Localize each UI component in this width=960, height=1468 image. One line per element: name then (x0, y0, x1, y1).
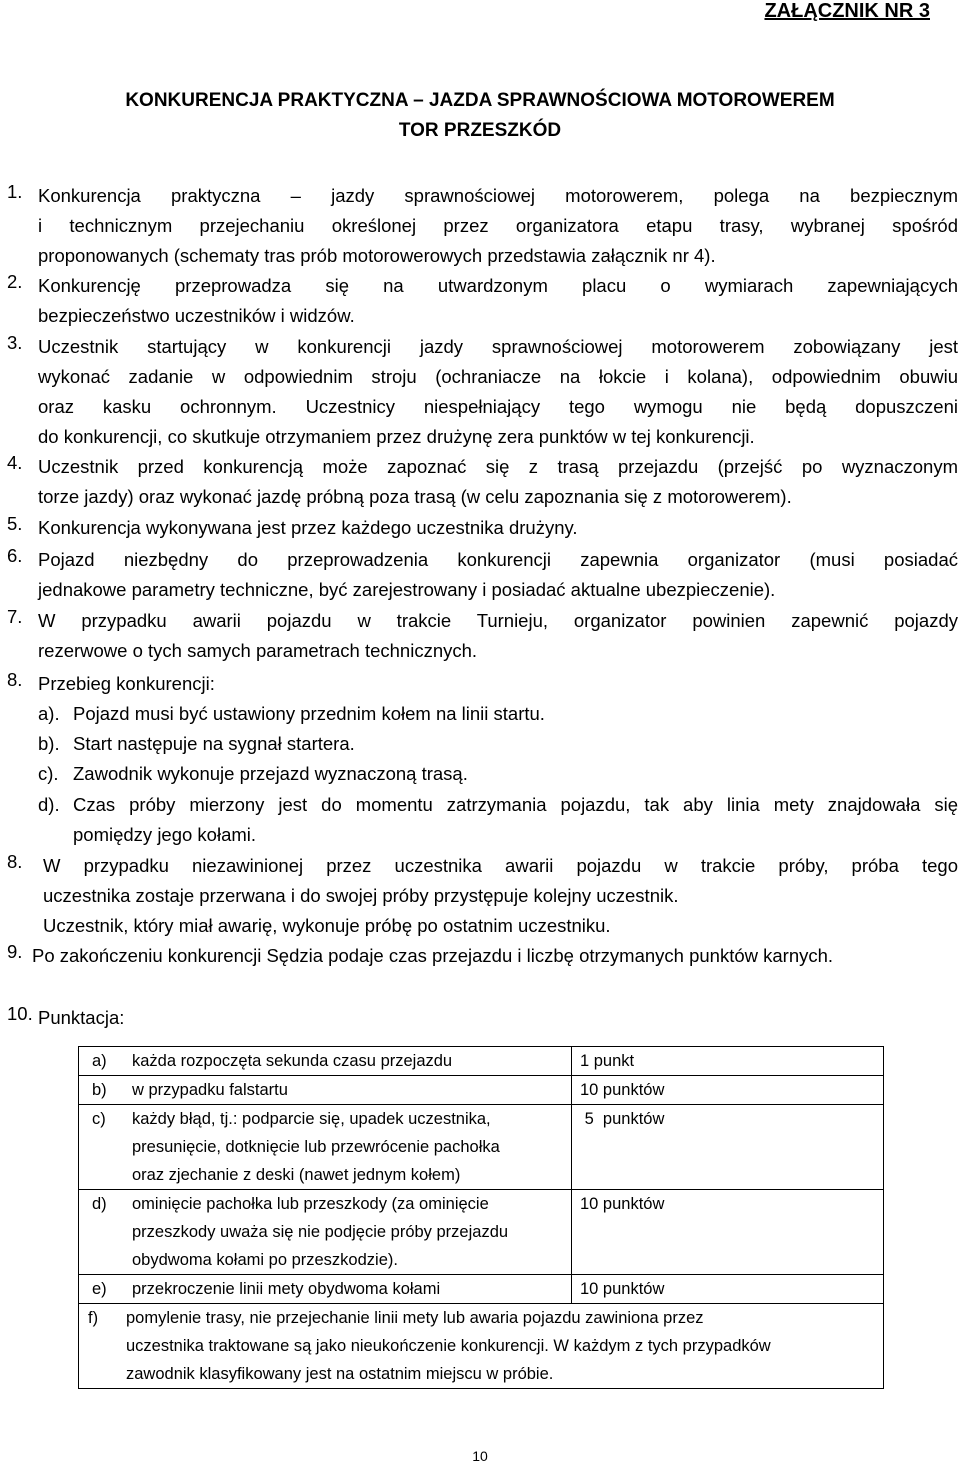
item-number: 10. (7, 1003, 33, 1024)
table-row (79, 1190, 884, 1275)
sub-item-text: Pojazd musi być ustawiony przednim kołem na linii startu. (73, 703, 545, 724)
row-text: uczestnika traktowane są jako nieukończenie konkurencji. W każdym z tych przypadków (126, 1337, 771, 1355)
table-cell-description (79, 1047, 572, 1076)
item-text-line: do konkurencji, co skutkuje otrzymaniem przez drużynę zera punktów w tej konkurencji. (38, 426, 755, 447)
table-cell-points: 1 punkt (572, 1047, 884, 1076)
item-text-line: Konkurencja praktyczna – jazdy sprawnościowej motorowerem, polega na bezpiecznym (38, 185, 958, 206)
table-cell-points: 5 punktów (572, 1105, 884, 1190)
item-text-line: Konkurencja wykonywana jest przez każdego uczestnika drużyny. (38, 517, 578, 538)
table-cell-description (79, 1105, 572, 1190)
row-text: w przypadku falstartu (132, 1081, 288, 1099)
item-text-line: Punktacja: (38, 1007, 125, 1028)
item-text-line: bezpieczeństwo uczestników i widzów. (38, 305, 355, 326)
document-subtitle: TOR PRZESZKÓD (398, 120, 562, 141)
sub-item-label: a). (38, 703, 60, 724)
item-number: 1. (7, 181, 23, 202)
table-cell-description (79, 1275, 572, 1304)
item-text-line: Uczestnik startujący w konkurencji jazdy sprawnościowej motorowerem zobowiązany jest (38, 336, 958, 357)
table-cell-points: 10 punktów (572, 1076, 884, 1105)
table-cell-points: 10 punktów (572, 1190, 884, 1275)
item-text-line: W przypadku awarii pojazdu w trakcie Turnieju, organizator powinien zapewnić pojazdy (38, 610, 958, 631)
item-text-line: Uczestnik przed konkurencją może zapoznać się z trasą przejazdu (przejść po wyznaczonym (38, 456, 958, 477)
sub-item-text: pomiędzy jego kołami. (73, 824, 257, 845)
item-number: 8. (7, 851, 23, 872)
row-text: każdy błąd, tj.: podparcie się, upadek uczestnika, (132, 1110, 491, 1128)
item-text-line: rezerwowe o tych samych parametrach technicznych. (38, 640, 478, 661)
annex-heading: ZAŁĄCZNIK NR 3 (764, 0, 930, 22)
sub-item-label: d). (38, 794, 60, 815)
document-title: KONKURENCJA PRAKTYCZNA – JAZDA SPRAWNOŚCIOWA MOTOROWEREM (125, 90, 835, 111)
item-text-line: uczestnika zostaje przerwana i do swojej próby przystępuje kolejny uczestnik. (43, 885, 679, 906)
item-text-line: proponowanych (schematy tras prób motorowerowych przedstawia załącznik nr 4). (38, 245, 716, 266)
scoring-table (78, 1046, 884, 1389)
table-cell-description (79, 1190, 572, 1275)
item-number: 3. (7, 332, 23, 353)
sub-item-text: Czas próby mierzony jest do momentu zatrzymania pojazdu, tak aby linia mety znajdowała się (73, 794, 958, 815)
row-text: oraz zjechanie z deski (nawet jednym kołem) (132, 1166, 461, 1184)
item-number: 7. (7, 606, 23, 627)
item-number: 5. (7, 513, 23, 534)
sub-item-text: Start następuje na sygnał startera. (73, 733, 355, 754)
row-tag: a) (92, 1052, 107, 1070)
table-cell-points: 10 punktów (572, 1275, 884, 1304)
item-text-line: Uczestnik, który miał awarię, wykonuje próbę po ostatnim uczestniku. (43, 915, 611, 936)
item-number: 9. (7, 941, 23, 962)
row-text: obydwoma kołami po przeszkodzie). (132, 1251, 398, 1269)
item-text-line: oraz kasku ochronnym. Uczestnicy niespełniający tego wymogu nie będą dopuszczeni (38, 396, 958, 417)
row-tag: b) (92, 1081, 107, 1099)
row-text: przekroczenie linii mety obydwoma kołami (132, 1280, 441, 1298)
item-text-line: torze jazdy) oraz wykonać jazdę próbną poza trasą (w celu zapoznania się z motorowerem). (38, 486, 792, 507)
table-cell-description (79, 1304, 884, 1389)
table-row (79, 1275, 884, 1304)
item-text-line: W przypadku niezawinionej przez uczestnika awarii pojazdu w trakcie próby, próba tego (43, 855, 958, 876)
item-number: 8. (7, 669, 23, 690)
row-text: pomylenie trasy, nie przejechanie linii mety lub awaria pojazdu zawiniona przez (126, 1309, 704, 1327)
table-row (79, 1105, 884, 1190)
item-number: 2. (7, 271, 23, 292)
item-number: 4. (7, 452, 23, 473)
table-cell-description (79, 1076, 572, 1105)
row-text: ominięcie pachołka lub przeszkody (za ominięcie (132, 1195, 489, 1213)
item-text-line: Pojazd niezbędny do przeprowadzenia konkurencji zapewnia organizator (musi posiadać (38, 549, 958, 570)
table-row (79, 1076, 884, 1105)
item-text-line: wykonać zadanie w odpowiednim stroju (ochraniacze na łokcie i kolana), odpowiednim obuwiu (38, 366, 958, 387)
row-tag: f) (88, 1309, 99, 1327)
sub-item-label: b). (38, 733, 60, 754)
item-text-line: Przebieg konkurencji: (38, 673, 215, 694)
sub-item-text: Zawodnik wykonuje przejazd wyznaczoną trasą. (73, 763, 468, 784)
item-number: 6. (7, 545, 23, 566)
item-text-line: Po zakończeniu konkurencji Sędzia podaje czas przejazdu i liczbę otrzymanych punktów karnych. (32, 945, 834, 966)
item-text-line: jednakowe parametry techniczne, być zarejestrowany i posiadać aktualne ubezpieczenie). (38, 579, 776, 600)
table-row (79, 1304, 884, 1389)
row-tag: c) (92, 1110, 106, 1128)
row-text: przeszkody uważa się nie podjęcie próby przejazdu (132, 1223, 509, 1241)
sub-item-label: c). (38, 763, 59, 784)
item-text-line: i technicznym przejechaniu określonej przez organizatora etapu trasy, wybranej spośród (38, 215, 958, 236)
row-text: każda rozpoczęta sekunda czasu przejazdu (132, 1052, 453, 1070)
row-tag: e) (92, 1280, 107, 1298)
item-text-line: Konkurencję przeprowadza się na utwardzonym placu o wymiarach zapewniających (38, 275, 958, 296)
row-text: zawodnik klasyfikowany jest na ostatnim miejscu w próbie. (126, 1365, 554, 1383)
row-tag: d) (92, 1195, 107, 1213)
table-row (79, 1047, 884, 1076)
page-number: 10 (472, 1448, 488, 1464)
row-text: presunięcie, dotknięcie lub przewrócenie pachołka (132, 1138, 500, 1156)
